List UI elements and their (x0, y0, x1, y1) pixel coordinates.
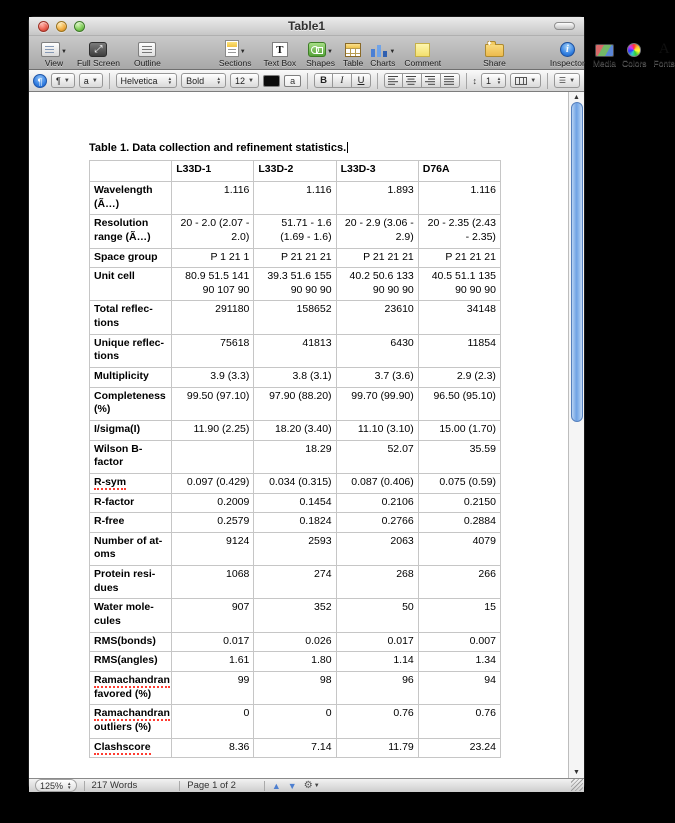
value-cell[interactable]: 0 (254, 705, 336, 738)
value-cell[interactable]: 268 (336, 566, 418, 599)
value-cell[interactable]: 11.90 (2.25) (172, 420, 254, 440)
paragraph-style-dropdown[interactable]: ¶ ▼ (51, 73, 75, 88)
text-box-button[interactable]: T Text Box (263, 44, 297, 68)
value-cell[interactable]: 9124 (172, 532, 254, 565)
typeface-select[interactable]: Bold ▲ ▼ (181, 73, 226, 88)
value-cell[interactable]: 3.8 (3.1) (254, 368, 336, 388)
value-cell[interactable]: 96.50 (95.10) (418, 387, 500, 420)
window-resize-grip[interactable] (571, 779, 583, 791)
align-justify-icon (444, 76, 455, 85)
view-button[interactable]: ▼ View (41, 38, 67, 68)
value-cell[interactable]: 266 (418, 566, 500, 599)
value-cell[interactable]: 34148 (418, 301, 500, 334)
value-cell[interactable]: 20 - 2.0 (2.07 - 2.0) (172, 215, 254, 248)
divider (377, 73, 378, 89)
value-cell[interactable]: 0.2009 (172, 493, 254, 513)
table-row (90, 473, 501, 493)
value-cell[interactable]: 15.00 (1.70) (418, 420, 500, 440)
stepper-icon (497, 77, 501, 83)
value-cell[interactable]: 96 (336, 671, 418, 704)
scrollbar-thumb[interactable] (571, 102, 583, 422)
value-cell[interactable]: 51.71 - 1.6 (1.69 - 1.6) (254, 215, 336, 248)
next-page-button[interactable]: ▼ (287, 780, 297, 791)
table-row (90, 387, 501, 420)
value-cell[interactable]: 11.10 (3.10) (336, 420, 418, 440)
outline-icon (138, 42, 156, 57)
row-label-cell[interactable]: Wilson B- factor (90, 440, 172, 473)
value-cell[interactable]: 1.61 (172, 652, 254, 672)
value-cell[interactable]: 0.017 (336, 632, 418, 652)
shapes-icon (308, 42, 326, 57)
value-cell[interactable]: 18.20 (3.40) (254, 420, 336, 440)
table-row (90, 705, 501, 738)
title-bar[interactable] (29, 17, 584, 36)
charts-icon (370, 42, 388, 57)
value-cell[interactable]: 8.36 (172, 738, 254, 758)
value-cell[interactable]: 2.9 (2.3) (418, 368, 500, 388)
value-cell[interactable]: P 21 21 21 (418, 248, 500, 268)
font-size-combo[interactable]: 12 ▼ (230, 73, 259, 88)
statistics-table (89, 160, 501, 758)
value-cell[interactable]: 23.24 (418, 738, 500, 758)
row-label-cell[interactable]: I/sigma(I) (90, 420, 172, 440)
comment-icon (415, 43, 430, 57)
value-cell[interactable]: P 21 21 21 (336, 248, 418, 268)
columns-icon (515, 77, 527, 85)
table-row (90, 248, 501, 268)
columns-dropdown[interactable] (510, 73, 541, 88)
table-row (90, 532, 501, 565)
value-cell[interactable]: 0.026 (254, 632, 336, 652)
value-cell[interactable]: 0.087 (0.406) (336, 473, 418, 493)
value-cell[interactable]: 11854 (418, 334, 500, 367)
row-label-cell[interactable]: Number of at- oms (90, 532, 172, 565)
chevron-down-icon: ▼ (239, 49, 246, 55)
comment-button[interactable]: Comment (404, 38, 441, 68)
italic-button[interactable]: I (333, 73, 352, 88)
text-style-group (314, 73, 371, 88)
row-label-cell[interactable]: Space group (90, 248, 172, 268)
bold-button[interactable]: B (314, 73, 333, 88)
value-cell[interactable]: 1.116 (254, 182, 336, 215)
value-cell[interactable]: 0.76 (418, 705, 500, 738)
outline-button[interactable]: Outline (134, 38, 161, 68)
underline-button[interactable]: U (352, 73, 371, 88)
stepper-icon (216, 77, 220, 83)
page-indicator: Page 1 of 2 (187, 780, 236, 791)
font-family-select[interactable]: Helvetica ▲ ▼ (116, 73, 178, 88)
value-cell[interactable]: 98 (254, 671, 336, 704)
row-label-cell[interactable]: Total reflec- tions (90, 301, 172, 334)
table-row (90, 671, 501, 704)
value-cell[interactable]: 99 (172, 671, 254, 704)
table-row (90, 513, 501, 533)
row-label-cell[interactable]: Resolution range (Ã…) (90, 215, 172, 248)
value-cell[interactable]: 41813 (254, 334, 336, 367)
value-cell[interactable]: 0.2579 (172, 513, 254, 533)
value-cell[interactable]: 2593 (254, 532, 336, 565)
value-cell[interactable]: 20 - 2.9 (3.06 - 2.9) (336, 215, 418, 248)
vertical-scrollbar[interactable] (568, 92, 584, 778)
text-color-well[interactable] (263, 75, 280, 87)
document-table-caption[interactable]: Table 1. Data collection and refinement statistics. (89, 142, 347, 154)
gear-menu-button[interactable] (304, 780, 320, 791)
value-cell[interactable]: 1.116 (418, 182, 500, 215)
divider (264, 781, 265, 791)
value-cell[interactable]: 11.79 (336, 738, 418, 758)
value-cell[interactable]: 3.9 (3.3) (172, 368, 254, 388)
value-cell[interactable]: 20 - 2.35 (2.43 - 2.35) (418, 215, 500, 248)
app-window (28, 16, 675, 791)
table-row (90, 182, 501, 215)
value-cell[interactable]: 907 (172, 599, 254, 632)
value-cell[interactable]: 0 (172, 705, 254, 738)
value-cell[interactable]: 40.2 50.6 133 90 90 90 (336, 268, 418, 301)
line-spacing-icon: ↕ (472, 75, 478, 86)
text-cursor (347, 142, 348, 153)
value-cell[interactable]: 158652 (254, 301, 336, 334)
value-cell[interactable]: 75618 (172, 334, 254, 367)
charts-button[interactable]: ▼ Charts (370, 38, 395, 68)
chevron-down-icon: ▼ (327, 49, 333, 55)
chevron-down-icon: ▼ (389, 49, 396, 55)
table-row (90, 301, 501, 334)
value-cell[interactable]: 2063 (336, 532, 418, 565)
align-center-button[interactable] (403, 73, 422, 88)
row-label-cell[interactable]: Unique reflec- tions (90, 334, 172, 367)
divider (84, 781, 85, 791)
value-cell[interactable]: 39.3 51.6 155 90 90 90 (254, 268, 336, 301)
row-label-cell[interactable]: Unit cell (90, 268, 172, 301)
table-row (90, 334, 501, 367)
value-cell[interactable]: 80.9 51.5 141 90 107 90 (172, 268, 254, 301)
colors-button[interactable]: Colors (622, 38, 647, 68)
value-cell[interactable]: 50 (336, 599, 418, 632)
row-label-cell[interactable]: Wavelength (Ã…) (90, 182, 172, 215)
row-label-cell[interactable]: R-sym (90, 473, 172, 493)
chevron-down-icon: ▼ (247, 77, 254, 84)
chevron-down-icon: ▼ (63, 77, 70, 84)
alignment-group (384, 73, 460, 88)
header-cell[interactable]: L33D-1 (172, 161, 254, 182)
value-cell[interactable]: 99.50 (97.10) (172, 387, 254, 420)
value-cell[interactable]: 1.893 (336, 182, 418, 215)
align-left-icon (388, 76, 399, 85)
value-cell[interactable]: 0.034 (0.315) (254, 473, 336, 493)
align-right-button[interactable] (422, 73, 441, 88)
value-cell[interactable]: 4079 (418, 532, 500, 565)
status-bar (29, 778, 584, 792)
chevron-down-icon: ▼ (569, 77, 576, 84)
header-cell[interactable]: D76A (418, 161, 500, 182)
format-bar (29, 70, 584, 92)
scroll-down-arrow-icon[interactable]: ▼ (573, 769, 580, 776)
table-row (90, 215, 501, 248)
divider (466, 73, 467, 89)
divider (179, 781, 180, 791)
value-cell[interactable]: 18.29 (254, 440, 336, 473)
value-cell[interactable]: 3.7 (3.6) (336, 368, 418, 388)
media-button[interactable]: Media (593, 38, 616, 68)
table-button[interactable]: Table (343, 38, 363, 68)
value-cell[interactable]: 23610 (336, 301, 418, 334)
value-cell[interactable]: 1068 (172, 566, 254, 599)
line-spacing-stepper[interactable]: 1 ▲ ▼ (481, 73, 506, 88)
table-row (90, 738, 501, 758)
divider (547, 73, 548, 89)
sections-icon (225, 40, 239, 57)
value-cell[interactable]: 15 (418, 599, 500, 632)
share-icon (485, 44, 504, 57)
chevron-down-icon: ⚙ ▼ (313, 782, 320, 789)
table-row (90, 368, 501, 388)
value-cell[interactable]: 291180 (172, 301, 254, 334)
table-row (90, 599, 501, 632)
row-label-cell[interactable]: Completeness (%) (90, 387, 172, 420)
value-cell[interactable]: 0.2884 (418, 513, 500, 533)
row-label-cell[interactable]: RMS(bonds) (90, 632, 172, 652)
chevron-down-icon: ▼ (91, 77, 98, 84)
highlight-color-well[interactable]: a (284, 75, 301, 87)
view-icon (41, 42, 60, 57)
row-label-cell[interactable]: Ramachandran favored (%) (90, 671, 172, 704)
window-title: Table1 (287, 19, 326, 33)
toolbar (29, 36, 675, 70)
word-count: 217 Words (91, 780, 138, 791)
value-cell[interactable] (172, 440, 254, 473)
align-left-button[interactable] (384, 73, 403, 88)
scroll-up-arrow-icon[interactable]: ▲ (573, 94, 580, 101)
share-button[interactable]: ✦ Share (483, 38, 506, 68)
value-cell[interactable]: 0.097 (0.429) (172, 473, 254, 493)
fonts-icon: A (658, 41, 670, 57)
row-label-cell[interactable]: Protein resi- dues (90, 566, 172, 599)
paragraph-styles-button[interactable]: ¶ (33, 74, 47, 88)
divider (109, 73, 110, 89)
chevron-down-icon: ▼ (530, 77, 537, 84)
full-screen-button[interactable]: ⤢ Full Screen (77, 38, 120, 68)
zoom-level-control[interactable]: 125% ▲ ▼ (35, 779, 77, 792)
document-canvas[interactable] (29, 92, 584, 778)
fonts-button[interactable]: A Fonts (653, 41, 675, 68)
table-row (90, 493, 501, 513)
stepper-icon (67, 782, 71, 788)
table-icon (345, 43, 361, 57)
row-label-cell[interactable]: R-factor (90, 493, 172, 513)
toolbar-toggle-button[interactable] (554, 22, 575, 30)
value-cell[interactable]: 0.2106 (336, 493, 418, 513)
value-cell[interactable]: 52.07 (336, 440, 418, 473)
shapes-button[interactable]: ▼ Shapes (306, 38, 335, 68)
header-cell[interactable] (90, 161, 172, 182)
value-cell[interactable]: 1.116 (172, 182, 254, 215)
value-cell[interactable]: 1.14 (336, 652, 418, 672)
row-label-cell[interactable]: R-free (90, 513, 172, 533)
value-cell[interactable]: 0.007 (418, 632, 500, 652)
value-cell[interactable]: 97.90 (88.20) (254, 387, 336, 420)
value-cell[interactable]: 7.14 (254, 738, 336, 758)
value-cell[interactable]: P 21 21 21 (254, 248, 336, 268)
previous-page-button[interactable]: ▲ (271, 780, 281, 791)
value-cell[interactable]: 99.70 (99.90) (336, 387, 418, 420)
table-row (90, 632, 501, 652)
row-label-cell[interactable]: Water mole- cules (90, 599, 172, 632)
table-row (90, 566, 501, 599)
list-style-dropdown[interactable] (554, 73, 580, 88)
row-label-cell[interactable]: Ramachandran outliers (%) (90, 705, 172, 738)
row-label-cell[interactable]: Multiplicity (90, 368, 172, 388)
text-box-icon: T (272, 42, 288, 57)
value-cell[interactable]: 352 (254, 599, 336, 632)
align-justify-button[interactable] (441, 73, 460, 88)
full-screen-icon (89, 42, 107, 57)
stepper-icon (168, 77, 172, 83)
header-cell[interactable]: L33D-2 (254, 161, 336, 182)
value-cell[interactable]: 6430 (336, 334, 418, 367)
align-right-icon (425, 76, 436, 85)
table-row (90, 268, 501, 301)
value-cell[interactable]: 0.1824 (254, 513, 336, 533)
header-cell[interactable]: L33D-3 (336, 161, 418, 182)
divider (307, 73, 308, 89)
inspector-button[interactable]: i Inspector (549, 44, 585, 68)
value-cell[interactable]: 0.017 (172, 632, 254, 652)
value-cell[interactable]: 94 (418, 671, 500, 704)
align-center-icon (406, 76, 417, 85)
inspector-icon: i (560, 42, 575, 57)
value-cell[interactable]: 0.2766 (336, 513, 418, 533)
table-row (90, 420, 501, 440)
chevron-down-icon: ▼ (61, 49, 67, 55)
value-cell[interactable]: 0.1454 (254, 493, 336, 513)
color-wheel-icon (627, 43, 641, 57)
value-cell[interactable]: 0.2150 (418, 493, 500, 513)
value-cell[interactable]: 0.075 (0.59) (418, 473, 500, 493)
value-cell[interactable]: 1.34 (418, 652, 500, 672)
value-cell[interactable]: 0.76 (336, 705, 418, 738)
table-header-row (90, 161, 501, 182)
row-label-cell[interactable]: RMS(angles) (90, 652, 172, 672)
value-cell[interactable]: 40.5 51.1 135 90 90 90 (418, 268, 500, 301)
value-cell[interactable]: P 1 21 1 (172, 248, 254, 268)
row-label-cell[interactable]: Clashscore (90, 738, 172, 758)
list-icon: ☰ (558, 76, 567, 85)
table-row (90, 440, 501, 473)
media-icon (595, 44, 614, 57)
value-cell[interactable]: 1.80 (254, 652, 336, 672)
character-style-dropdown[interactable]: a ▼ (79, 73, 103, 88)
value-cell[interactable]: 274 (254, 566, 336, 599)
table-row (90, 652, 501, 672)
value-cell[interactable]: 35.59 (418, 440, 500, 473)
stats-table-body (90, 182, 501, 758)
sections-button[interactable]: ▼ Sections (219, 38, 252, 68)
